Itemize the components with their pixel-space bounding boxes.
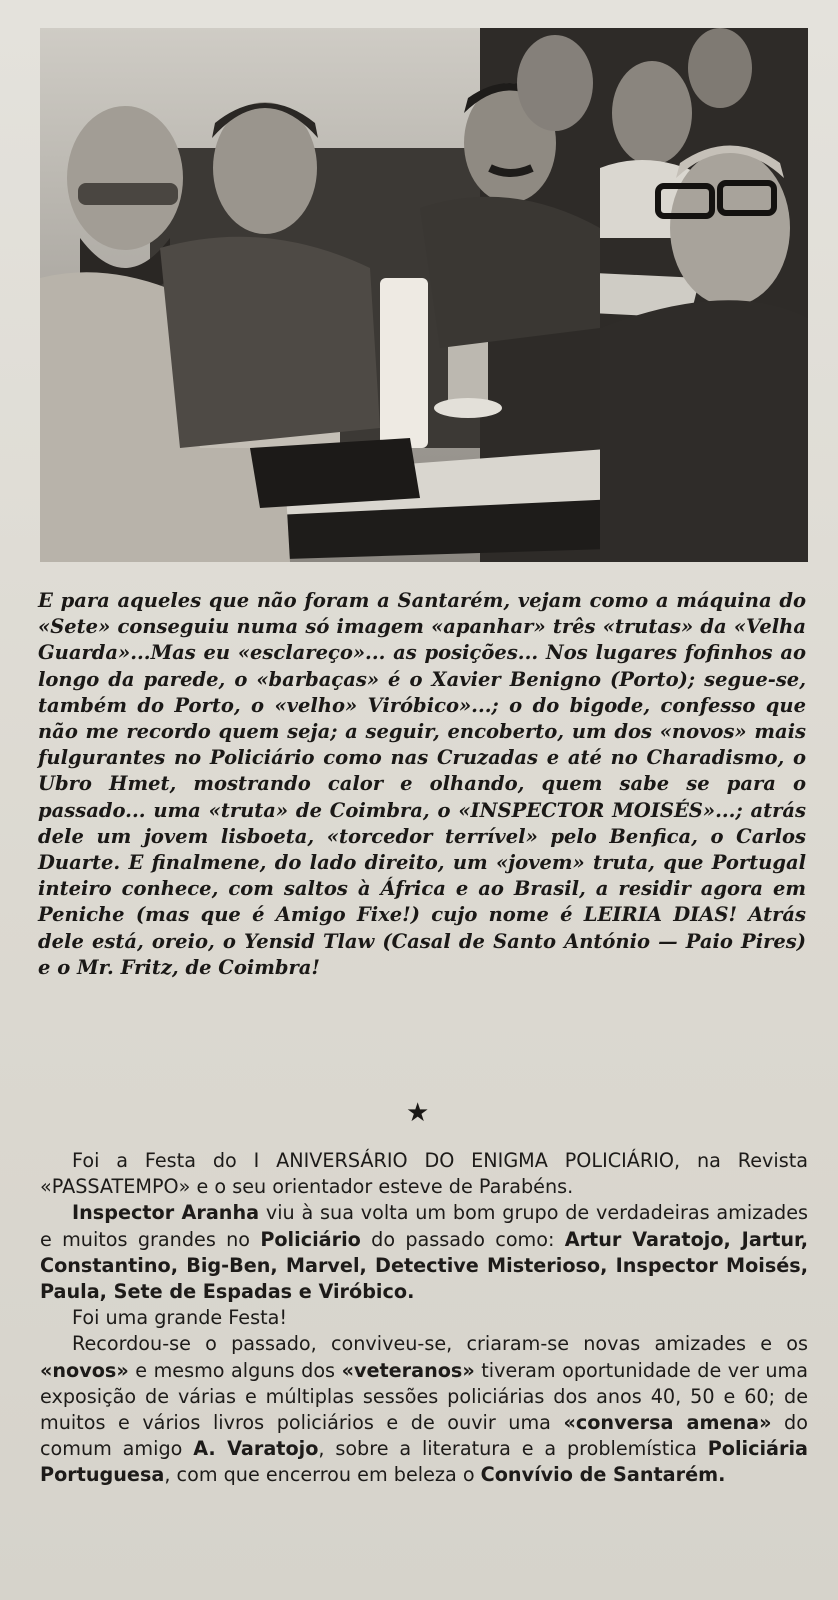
text-span: Recordou-se o passado, conviveu-se, criaram-se novas amizades e os [72, 1332, 808, 1356]
names-list: Artur Varatojo, Jartur, Constantino, Big-Ben, Marvel, Detective Misterioso, Inspector Moisés, Paula, Sete de Espadas e Viróbico. [40, 1227, 808, 1304]
text-bold: Policiário [260, 1227, 361, 1251]
article-body [40, 1148, 808, 1489]
text-bold: Policiária Portuguesa [40, 1437, 808, 1487]
photo-caption [38, 588, 806, 981]
text-span: do passado como: [360, 1227, 565, 1251]
text-bold: «veteranos» [341, 1358, 475, 1382]
text-span: , com que encerrou em beleza o [164, 1463, 481, 1487]
group-photo [40, 28, 808, 562]
article-paragraph-2 [40, 1200, 808, 1305]
text-span: tiveram oportunidade de ver uma exposição de várias e múltiplas sessões policiárias dos anos 40, 50 e 60; de muitos e vários livros policiários e de ouvir uma [40, 1358, 808, 1435]
text-span: , sobre a literatura e a problemística [318, 1437, 708, 1461]
text-bold: «conversa amena» [563, 1411, 772, 1435]
text-bold: «novos» [40, 1358, 129, 1382]
article-paragraph-3: Foi uma grande Festa! [72, 1306, 288, 1330]
name-inspector-aranha: Inspector Aranha [72, 1201, 260, 1225]
article-paragraph-4 [40, 1331, 808, 1488]
group-photo-icon [40, 28, 808, 562]
article-paragraph-1: Foi a Festa do I ANIVERSÁRIO DO ENIGMA POLICIÁRIO, na Revista «PASSATEMPO» e o seu orientador esteve de Parabéns. [40, 1149, 808, 1199]
text-span: do comum amigo [40, 1411, 808, 1461]
text-span: e mesmo alguns dos [128, 1358, 342, 1382]
caption-text: E para aqueles que não foram a Santarém, vejam como a máquina do «Sete» conseguiu numa só imagem «apanhar» três «trutas» da «Velha Guarda»...Mas eu «esclareço»... as posições... Nos lugares fofinhos ao longo da parede, o «barbaças» é o Xavier Benigno (Porto); segue-se, também do Porto, o «velho» Viróbico»...; o do bigode, confesso que não me recordo quem seja; a seguir, encoberto, um dos «novos» mais fulgurantes no Policiário como nas Cruzadas e até no Charadismo, o Ubro Hmet, mostrando calor e olhando, quem sabe se para o passado... uma «truta» de Coimbra, o «INSPECTOR MOISÉS»...; atrás dele um jovem lisboeta, «torcedor terrível» pelo Benfica, o Carlos Duarte. E finalmene, do lado direito, um «jovem» truta, que Portugal inteiro conhece, com saltos à África e ao Brasil, a residir agora em Peniche (mas que é Amigo Fixe!) cujo nome é LEIRIA DIAS! Atrás dele está, oreio, o Yensid Tlaw (Casal de Santo António — Paio Pires) e o Mr. Fritz, de Coimbra! [38, 589, 806, 979]
text-bold: Convívio de Santarém. [480, 1463, 726, 1487]
star-separator-icon: ★ [406, 1098, 430, 1128]
text-bold: A. Varatojo [193, 1437, 319, 1461]
text-span: viu à sua volta um bom grupo de verdadeiras amizades e muitos grandes no [40, 1201, 808, 1251]
